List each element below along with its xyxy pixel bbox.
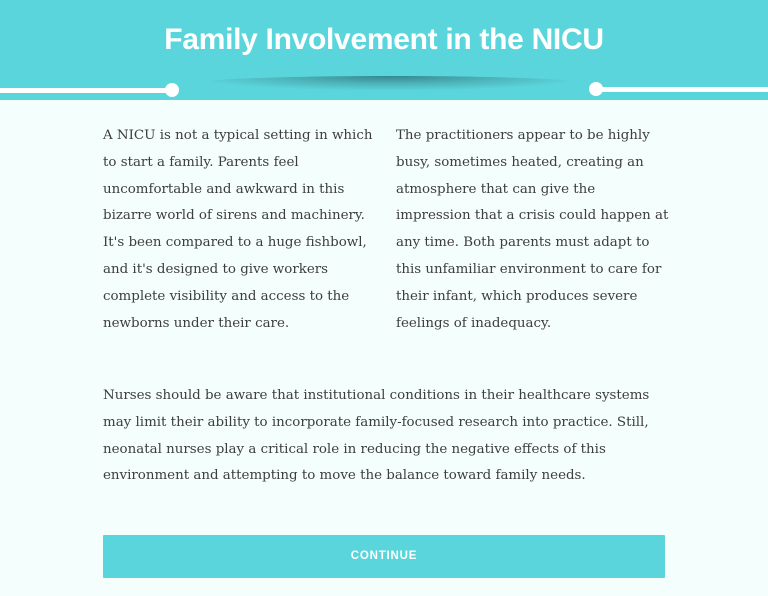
text-column-right xyxy=(396,123,674,337)
paragraph-nurses: Nurses should be aware that institutional conditions in their healthcare systems may limit their ability to incorporate family-focused research into practice. Still, neonatal nurses play a critical role in reducing the negative effects of this environment and attempting to move the balance toward family needs. xyxy=(103,388,650,484)
page-header xyxy=(0,0,768,100)
decorative-dot-left-icon xyxy=(165,83,179,97)
decorative-dot-right-icon xyxy=(589,82,603,96)
text-column-left xyxy=(103,123,378,337)
decorative-line-right xyxy=(596,87,768,92)
continue-button[interactable]: CONTINUE xyxy=(103,535,665,578)
paragraph-practitioners: The practitioners appear to be highly busy, sometimes heated, creating an atmosphere that can give the impression that a crisis could happen at any time. Both parents must adapt to this unfamiliar environment to care for their infant, which produces severe feelings of inadequacy. xyxy=(396,128,669,331)
decorative-line-left xyxy=(0,88,172,93)
text-full-width xyxy=(103,383,668,490)
page-title: Family Involvement in the NICU xyxy=(164,23,604,56)
header-divider-shadow xyxy=(200,76,580,90)
paragraph-nicu-setting: A NICU is not a typical setting in which to start a family. Parents feel uncomfortable and awkward in this bizarre world of sirens and machinery. It's been compared to a huge fishbowl, and it's designed to give workers complete visibility and access to the newborns under their care. xyxy=(103,128,373,331)
